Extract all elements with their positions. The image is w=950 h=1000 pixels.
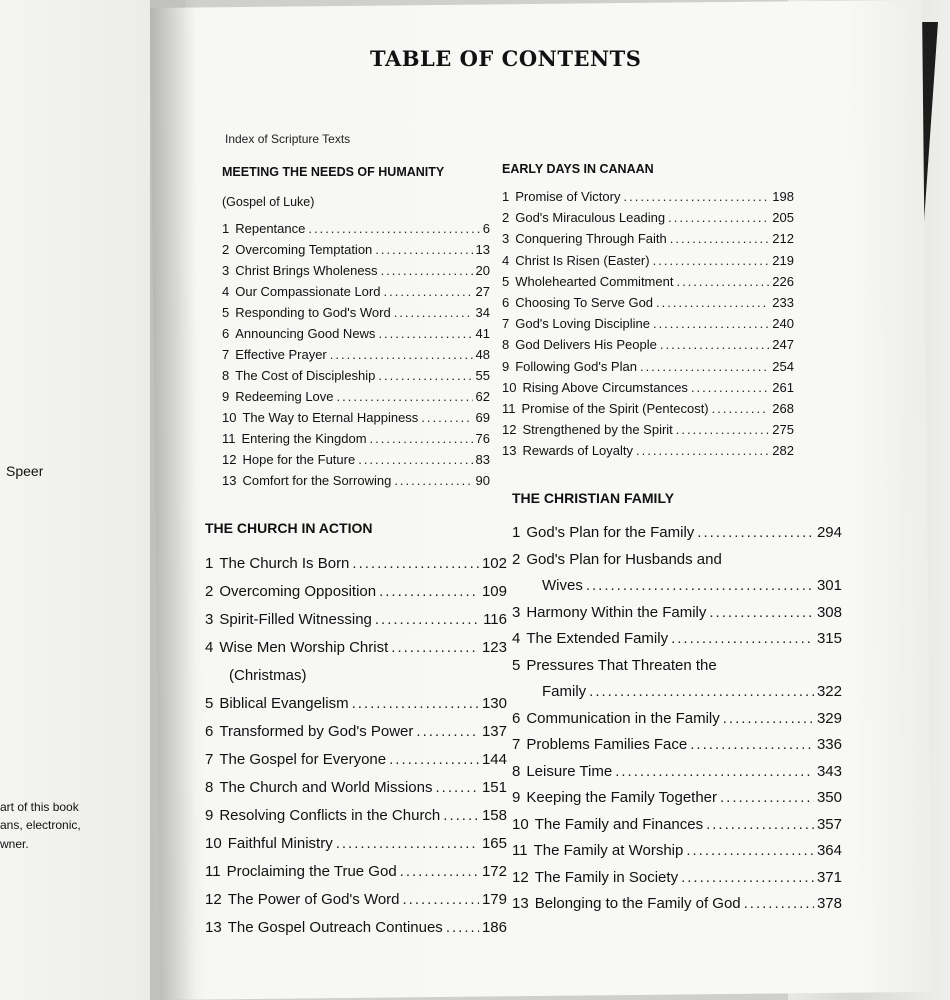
entry-page: 130 [481, 695, 507, 712]
toc-entry [502, 250, 794, 271]
left-page-text-line-3: wner. [0, 837, 29, 851]
entry-number: 2 [502, 210, 510, 226]
dot-leader [589, 679, 814, 706]
entry-title: Choosing To Serve God [515, 295, 654, 311]
page-title: TABLE OF CONTENTS [370, 46, 642, 71]
entry-number: 3 [205, 611, 214, 628]
toc-entry [512, 732, 842, 759]
toc-entry-continued [512, 679, 842, 706]
toc-entry [512, 891, 842, 918]
entry-title: Effective Prayer [235, 347, 327, 362]
entry-page: 275 [772, 422, 794, 438]
dot-leader [446, 914, 479, 942]
entry-page: 350 [816, 789, 842, 806]
dot-leader [712, 398, 770, 419]
entry-number: 3 [512, 603, 521, 621]
toc-entry [205, 886, 507, 914]
dot-leader [352, 690, 479, 718]
section-entries [502, 186, 794, 462]
entry-title: Leisure Time [526, 762, 613, 780]
toc-entry [502, 228, 794, 249]
dot-leader [586, 573, 814, 600]
entry-page: 144 [481, 751, 507, 768]
entry-page: 261 [772, 379, 794, 395]
toc-entry [512, 547, 842, 574]
entry-page: 151 [481, 779, 507, 796]
entry-title: The Family at Worship [533, 842, 684, 859]
toc-entry [205, 914, 507, 942]
dot-leader [671, 626, 814, 653]
toc-entry [502, 398, 794, 419]
dot-leader [676, 271, 769, 292]
entry-title: God Delivers His People [515, 337, 657, 353]
entry-title: Strengthened by the Spirit [522, 422, 673, 438]
dot-leader [640, 356, 769, 377]
toc-entry [222, 260, 490, 281]
section-heading: EARLY DAYS IN CANAAN [502, 162, 654, 176]
entry-page: 315 [816, 630, 842, 647]
toc-entry [502, 334, 794, 355]
entry-page: 55 [475, 368, 490, 383]
entry-page: 158 [481, 807, 507, 824]
dot-leader [697, 520, 814, 547]
entry-number: 8 [222, 368, 230, 383]
section-heading: MEETING THE NEEDS OF HUMANITY [222, 165, 445, 179]
dot-leader [709, 600, 814, 627]
entry-number: 5 [205, 695, 214, 712]
entry-title: The Family and Finances [534, 815, 704, 833]
toc-entry [512, 812, 842, 839]
gutter-shadow [150, 0, 195, 1000]
entry-page: 137 [481, 723, 507, 740]
entry-title: Overcoming Opposition [219, 583, 377, 600]
toc-entry [512, 785, 842, 812]
toc-entry [502, 271, 794, 292]
entry-title: Transformed by God's Power [219, 723, 414, 740]
entry-number: 2 [512, 550, 521, 568]
entry-page: 282 [772, 443, 794, 459]
entry-title: Biblical Evangelism [219, 695, 349, 712]
entry-number: 1 [222, 221, 230, 236]
entry-title-continued: (Christmas) [229, 667, 307, 684]
entry-page: 329 [816, 709, 842, 727]
entry-page: 34 [475, 305, 490, 320]
entry-page: 123 [481, 639, 507, 656]
toc-entry [222, 218, 490, 239]
dot-leader [676, 419, 770, 440]
entry-number: 9 [512, 789, 521, 806]
entry-page: 343 [816, 762, 842, 780]
section-christian-family [512, 490, 842, 918]
entry-number: 4 [502, 252, 510, 268]
entry-title: Harmony Within the Family [526, 603, 707, 621]
entry-number: 4 [222, 284, 230, 299]
entry-page: 301 [816, 577, 842, 594]
dot-leader [443, 802, 479, 830]
entry-page: 205 [772, 210, 794, 226]
toc-entry [205, 606, 507, 634]
entry-page: 62 [475, 389, 490, 404]
entry-number: 6 [502, 295, 510, 311]
entry-page: 20 [475, 263, 490, 278]
toc-entry [502, 313, 794, 334]
entry-number: 13 [512, 895, 529, 912]
entry-page: 186 [481, 919, 507, 936]
toc-entry [512, 626, 842, 653]
entry-number: 10 [512, 815, 529, 833]
dot-leader [375, 606, 480, 634]
left-page-text-line-2: ans, electronic, [0, 818, 81, 832]
dot-leader [383, 281, 472, 302]
dot-leader [403, 886, 479, 914]
left-page-text-line-1: art of this book [0, 800, 79, 814]
dot-leader [436, 774, 479, 802]
dot-leader [615, 759, 814, 786]
entry-title: Hope for the Future [242, 452, 356, 467]
entry-number: 1 [205, 555, 214, 572]
entry-page: 336 [816, 736, 842, 753]
section-entries [512, 520, 842, 918]
entry-number: 1 [512, 524, 521, 541]
toc-entry [512, 706, 842, 733]
entry-page: 219 [772, 252, 794, 268]
entry-number: 10 [205, 835, 222, 852]
entry-page: 109 [481, 583, 507, 600]
entry-title: Redeeming Love [235, 389, 334, 404]
dot-leader [690, 732, 814, 759]
entry-page: 83 [475, 452, 490, 467]
entry-number: 13 [222, 473, 237, 488]
entry-title: God's Plan for Husbands and [526, 550, 722, 568]
entry-title: The Power of God's Word [227, 891, 400, 908]
toc-entry [512, 759, 842, 786]
left-page-text-speer: Speer [6, 463, 44, 479]
entry-number: 11 [502, 401, 516, 417]
entry-title: The Way to Eternal Happiness [242, 410, 419, 425]
entry-number: 12 [502, 422, 517, 438]
toc-entry [222, 365, 490, 386]
toc-entry [222, 281, 490, 302]
dot-leader [375, 239, 472, 260]
entry-title: Responding to God's Word [235, 305, 391, 320]
entry-number: 11 [205, 863, 221, 880]
entry-title: The Church and World Missions [219, 779, 433, 796]
entry-page: 308 [816, 603, 842, 621]
entry-title: The Church Is Born [219, 555, 350, 572]
entry-number: 8 [205, 779, 214, 796]
entry-title: Belonging to the Family of God [534, 895, 741, 912]
entry-title: Faithful Ministry [227, 835, 333, 852]
entry-number: 11 [512, 842, 528, 859]
toc-entry [222, 470, 490, 491]
dot-leader [723, 706, 814, 733]
entry-page: 116 [483, 611, 507, 628]
section-meeting-needs [222, 165, 490, 491]
dot-leader [660, 334, 769, 355]
index-of-scripture-texts: Index of Scripture Texts [225, 132, 351, 146]
toc-entry [222, 428, 490, 449]
toc-entry [205, 578, 507, 606]
entry-page: 378 [816, 895, 842, 912]
toc-entry [205, 718, 507, 746]
entry-number: 5 [512, 656, 521, 674]
entry-number: 11 [222, 431, 236, 446]
toc-entry [512, 653, 842, 680]
entry-number: 3 [222, 263, 230, 278]
toc-entry [512, 838, 842, 865]
entry-number: 3 [502, 231, 510, 247]
toc-entry [205, 634, 507, 662]
entry-title: Rising Above Circumstances [522, 379, 688, 395]
entry-title: The Gospel Outreach Continues [227, 919, 443, 936]
entry-title: Christ Brings Wholeness [235, 263, 378, 278]
entry-number: 1 [502, 189, 510, 204]
entry-title: Overcoming Temptation [235, 242, 373, 257]
entry-page: 357 [816, 815, 842, 833]
toc-entry [502, 377, 794, 398]
entry-title: God's Loving Discipline [515, 316, 650, 332]
dot-leader [686, 838, 814, 865]
entry-number: 12 [222, 452, 237, 467]
dot-leader [656, 292, 769, 313]
toc-entry [205, 802, 507, 830]
entry-number: 13 [502, 443, 517, 459]
entry-number: 4 [512, 630, 521, 647]
toc-entry [222, 302, 490, 323]
entry-number: 9 [205, 807, 214, 824]
entry-title: Wholehearted Commitment [515, 273, 674, 289]
toc-entry [205, 858, 507, 886]
dot-leader [330, 344, 473, 365]
entry-page: 90 [475, 473, 490, 488]
entry-title: Repentance [235, 221, 306, 236]
entry-page: 294 [816, 524, 842, 541]
entry-number: 6 [222, 326, 230, 341]
entry-title: Comfort for the Sorrowing [242, 473, 392, 488]
toc-entry [502, 207, 794, 228]
dot-leader [308, 218, 479, 239]
entry-number: 8 [512, 762, 521, 780]
entry-title: Promise of Victory [515, 189, 621, 204]
entry-number: 6 [205, 723, 214, 740]
toc-entry [222, 386, 490, 407]
entry-title: Announcing Good News [235, 326, 376, 341]
dot-leader [381, 260, 473, 281]
entry-page: 240 [772, 316, 794, 332]
entry-title: Problems Families Face [526, 736, 688, 753]
toc-entry [205, 690, 507, 718]
entry-title: Resolving Conflicts in the Church [219, 807, 441, 824]
entry-title-continued: Wives [542, 577, 583, 594]
entry-number: 2 [205, 583, 214, 600]
entry-number: 2 [222, 242, 230, 257]
dot-leader [379, 578, 479, 606]
entry-number: 8 [502, 337, 510, 353]
entry-page: 48 [475, 347, 490, 362]
entry-title: Wise Men Worship Christ [219, 639, 389, 656]
dot-leader [352, 550, 479, 578]
section-early-days-canaan [502, 162, 794, 462]
entry-title-continued: Family [542, 683, 587, 700]
dot-leader [394, 470, 472, 491]
dot-leader [691, 377, 769, 398]
dot-leader [668, 207, 769, 228]
entry-number: 7 [222, 347, 230, 362]
dot-leader [636, 440, 769, 461]
dot-leader [370, 428, 473, 449]
entry-title: The Extended Family [526, 630, 669, 647]
dot-leader [378, 365, 472, 386]
dot-leader [336, 830, 479, 858]
entry-number: 13 [205, 919, 222, 936]
toc-entry [502, 419, 794, 440]
entry-page: 254 [772, 358, 794, 374]
section-entries [222, 218, 490, 491]
entry-number: 9 [502, 358, 510, 374]
dot-leader [416, 718, 479, 746]
section-subheading: (Gospel of Luke) [222, 195, 315, 209]
dot-leader [421, 407, 472, 428]
entry-page: 322 [816, 683, 842, 700]
entry-page: 268 [772, 401, 794, 417]
toc-entry [512, 520, 842, 547]
dot-leader [358, 449, 472, 470]
toc-entry [205, 774, 507, 802]
toc-entry [502, 356, 794, 377]
entry-number: 10 [222, 410, 237, 425]
entry-title: Keeping the Family Together [526, 789, 718, 806]
dot-leader [400, 858, 479, 886]
entry-title: Communication in the Family [526, 709, 720, 727]
entry-title: Following God's Plan [515, 358, 637, 374]
toc-entry [512, 865, 842, 892]
dot-leader [681, 865, 814, 892]
entry-page: 179 [481, 891, 507, 908]
entry-title: God's Plan for the Family [526, 524, 695, 541]
entry-page: 76 [475, 431, 490, 446]
dot-leader [720, 785, 814, 812]
entry-page: 233 [772, 295, 794, 311]
entry-number: 5 [502, 273, 510, 289]
toc-entry [502, 440, 794, 461]
entry-page: 226 [772, 273, 794, 289]
entry-title: Entering the Kingdom [241, 431, 367, 446]
entry-page: 69 [475, 410, 490, 425]
toc-entry [205, 746, 507, 774]
section-heading: THE CHRISTIAN FAMILY [512, 490, 675, 506]
entry-number: 4 [205, 639, 214, 656]
entry-number: 9 [222, 389, 230, 404]
section-heading: THE CHURCH IN ACTION [205, 520, 373, 536]
entry-title: Pressures That Threaten the [526, 656, 717, 674]
section-church-in-action [205, 520, 507, 942]
entry-title: The Gospel for Everyone [219, 751, 387, 768]
toc-entry-continued [512, 573, 842, 600]
entry-number: 12 [512, 868, 529, 886]
toc-entry [512, 600, 842, 627]
entry-page: 13 [475, 242, 490, 257]
entry-number: 7 [205, 751, 214, 768]
entry-title: Spirit-Filled Witnessing [219, 611, 372, 628]
entry-page: 172 [481, 863, 507, 880]
entry-title: Promise of the Spirit (Pentecost) [521, 401, 709, 417]
toc-entry [222, 323, 490, 344]
toc-entry [222, 407, 490, 428]
entry-page: 6 [482, 221, 490, 236]
dot-leader [653, 313, 769, 334]
toc-entry [502, 186, 794, 207]
dot-leader [337, 386, 473, 407]
entry-page: 165 [481, 835, 507, 852]
entry-number: 12 [205, 891, 222, 908]
toc-entry [205, 830, 507, 858]
dot-leader [623, 186, 769, 207]
toc-entry [222, 344, 490, 365]
entry-page: 198 [772, 189, 794, 204]
dot-leader [391, 634, 479, 662]
dot-leader [670, 228, 770, 249]
toc-entry [222, 239, 490, 260]
entry-number: 10 [502, 379, 517, 395]
entry-title: Christ Is Risen (Easter) [515, 252, 650, 268]
entry-number: 7 [512, 736, 521, 753]
entry-title: The Family in Society [534, 868, 679, 886]
toc-entry [222, 449, 490, 470]
entry-title: Proclaiming the True God [226, 863, 397, 880]
entry-page: 102 [481, 555, 507, 572]
entry-number: 7 [502, 316, 510, 332]
entry-page: 27 [475, 284, 490, 299]
section-entries [205, 550, 507, 942]
entry-title: God's Miraculous Leading [515, 210, 666, 226]
dot-leader [653, 250, 770, 271]
dot-leader [706, 812, 814, 839]
entry-page: 247 [772, 337, 794, 353]
entry-number: 6 [512, 709, 521, 727]
dot-leader [394, 302, 473, 323]
entry-page: 364 [816, 842, 842, 859]
dot-leader [378, 323, 472, 344]
entry-page: 41 [475, 326, 490, 341]
entry-title: Our Compassionate Lord [235, 284, 381, 299]
entry-title: Rewards of Loyalty [522, 443, 634, 459]
entry-page: 371 [816, 868, 842, 886]
dot-leader [389, 746, 479, 774]
entry-number: 5 [222, 305, 230, 320]
entry-title: Conquering Through Faith [515, 231, 667, 247]
entry-title: The Cost of Discipleship [235, 368, 376, 383]
entry-page: 212 [772, 231, 794, 247]
dot-leader [744, 891, 814, 918]
toc-entry [502, 292, 794, 313]
toc-entry [205, 550, 507, 578]
